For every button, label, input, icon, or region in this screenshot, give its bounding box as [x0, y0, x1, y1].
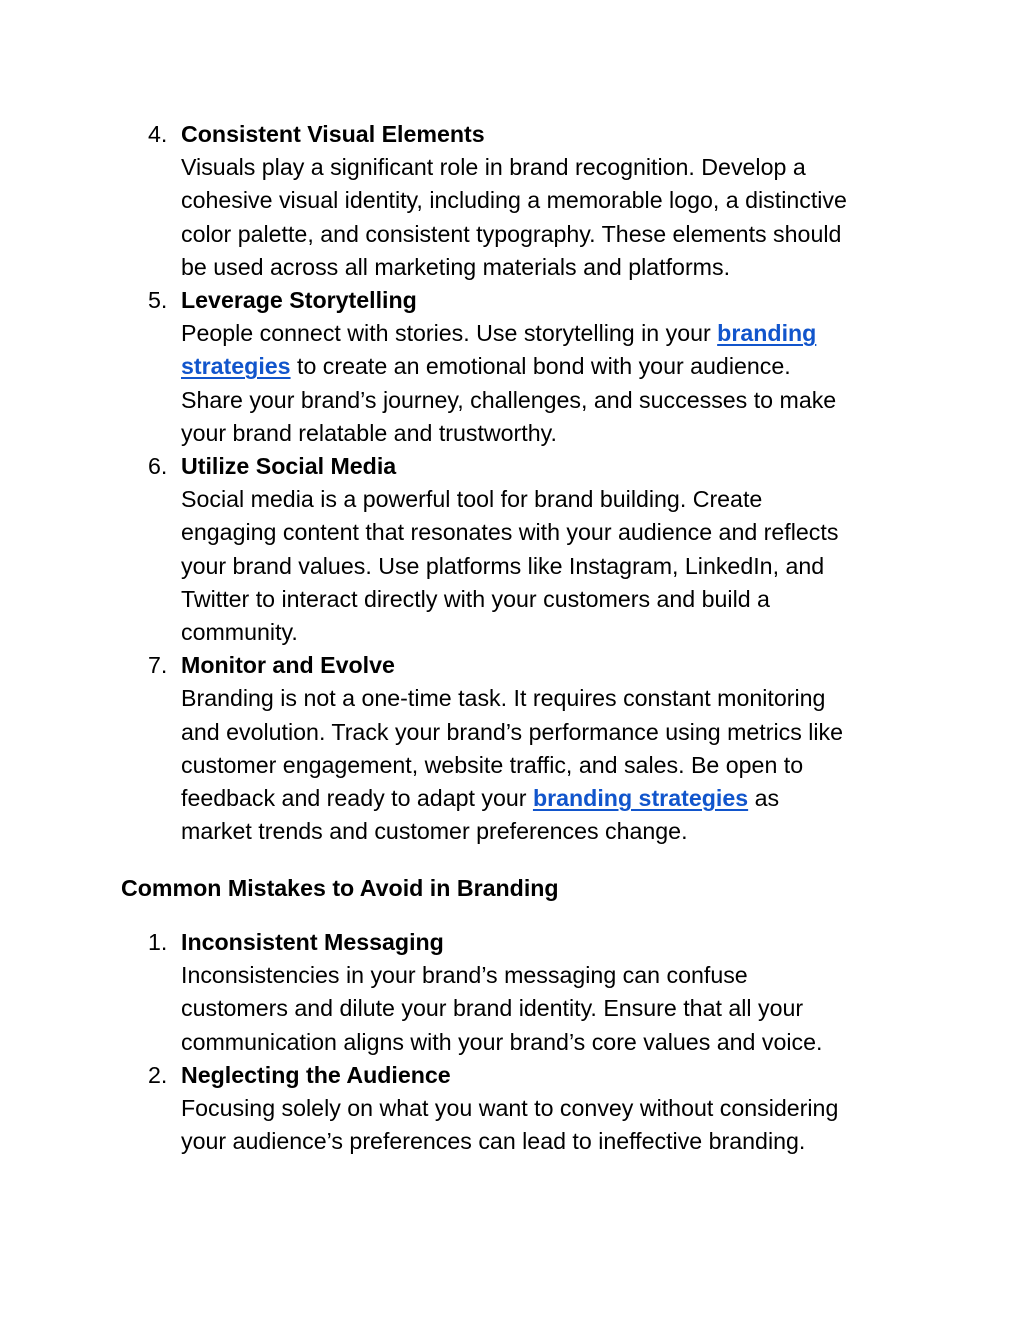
body-text: as — [748, 785, 780, 812]
body-line — [181, 782, 906, 815]
item-number: 6. — [148, 453, 168, 480]
list-item — [0, 926, 906, 1059]
body-line: customer engagement, website traffic, and sales. Be open to — [181, 751, 804, 778]
body-line: Twitter to interact directly with your customers and build a — [181, 585, 770, 612]
body-line: your brand relatable and trustworthy. — [181, 419, 557, 446]
list-item — [0, 284, 906, 450]
item-title: Inconsistent Messaging — [181, 929, 444, 955]
branding-strategies-link[interactable]: branding — [717, 320, 817, 347]
branding-strategies-link[interactable]: strategies — [181, 353, 291, 380]
body-text: feedback and ready to adapt your — [181, 785, 533, 812]
list-item — [0, 118, 906, 284]
item-body — [181, 959, 906, 1059]
body-line: cohesive visual identity, including a memorable logo, a distinctive — [181, 187, 847, 214]
body-line: Share your brand’s journey, challenges, and successes to make — [181, 386, 837, 413]
mistakes-list — [0, 926, 1024, 1158]
item-title: Neglecting the Audience — [181, 1061, 451, 1088]
body-line: communication aligns with your brand’s core values and voice. — [181, 1028, 823, 1055]
item-title: Utilize Social Media — [181, 453, 397, 480]
body-line — [181, 350, 906, 383]
body-line: community. — [181, 619, 298, 646]
item-number: 5. — [148, 287, 168, 314]
item-body — [181, 1092, 906, 1158]
item-number: 7. — [148, 652, 168, 679]
body-text: to create an emotional bond with your audience. — [290, 353, 791, 380]
body-line: your brand values. Use platforms like Instagram, LinkedIn, and — [181, 552, 825, 579]
body-text: People connect with stories. Use storytelling in your — [181, 320, 718, 347]
body-line: Branding is not a one-time task. It requires constant monitoring — [181, 685, 826, 712]
branding-strategies-link[interactable]: branding strategies — [532, 785, 749, 812]
body-line: be used across all marketing materials and platforms. — [181, 253, 731, 280]
body-line: market trends and customer preferences change. — [181, 818, 688, 845]
body-line: color palette, and consistent typography. These elements should — [181, 220, 842, 247]
body-line: engaging content that resonates with your audience and reflects — [181, 519, 839, 546]
body-line: your audience’s preferences can lead to ineffective branding. — [181, 1128, 806, 1155]
item-number: 4. — [148, 121, 168, 147]
body-line: and evolution. Track your brand’s performance using metrics like — [181, 718, 844, 745]
list-item — [0, 1059, 906, 1159]
section-heading: Common Mistakes to Avoid in Branding — [121, 875, 559, 901]
body-line: Inconsistencies in your brand’s messaging can confuse — [181, 962, 748, 989]
body-line — [181, 317, 906, 350]
item-number: 1. — [148, 929, 168, 955]
item-title: Consistent Visual Elements — [181, 121, 485, 147]
item-number: 2. — [148, 1061, 168, 1088]
item-body — [181, 317, 906, 450]
body-line: Social media is a powerful tool for brand building. Create — [181, 486, 763, 513]
list-item — [0, 450, 906, 649]
body-line: Visuals play a significant role in brand recognition. Develop a — [181, 154, 806, 181]
list-item — [0, 649, 906, 848]
item-body — [181, 151, 906, 284]
body-line: customers and dilute your brand identity. Ensure that all your — [181, 995, 804, 1022]
tips-list — [0, 118, 1024, 848]
item-title: Monitor and Evolve — [181, 652, 395, 679]
item-body — [181, 682, 906, 848]
item-title: Leverage Storytelling — [181, 287, 417, 314]
body-line: Focusing solely on what you want to convey without considering — [181, 1095, 839, 1122]
item-body — [181, 483, 906, 649]
